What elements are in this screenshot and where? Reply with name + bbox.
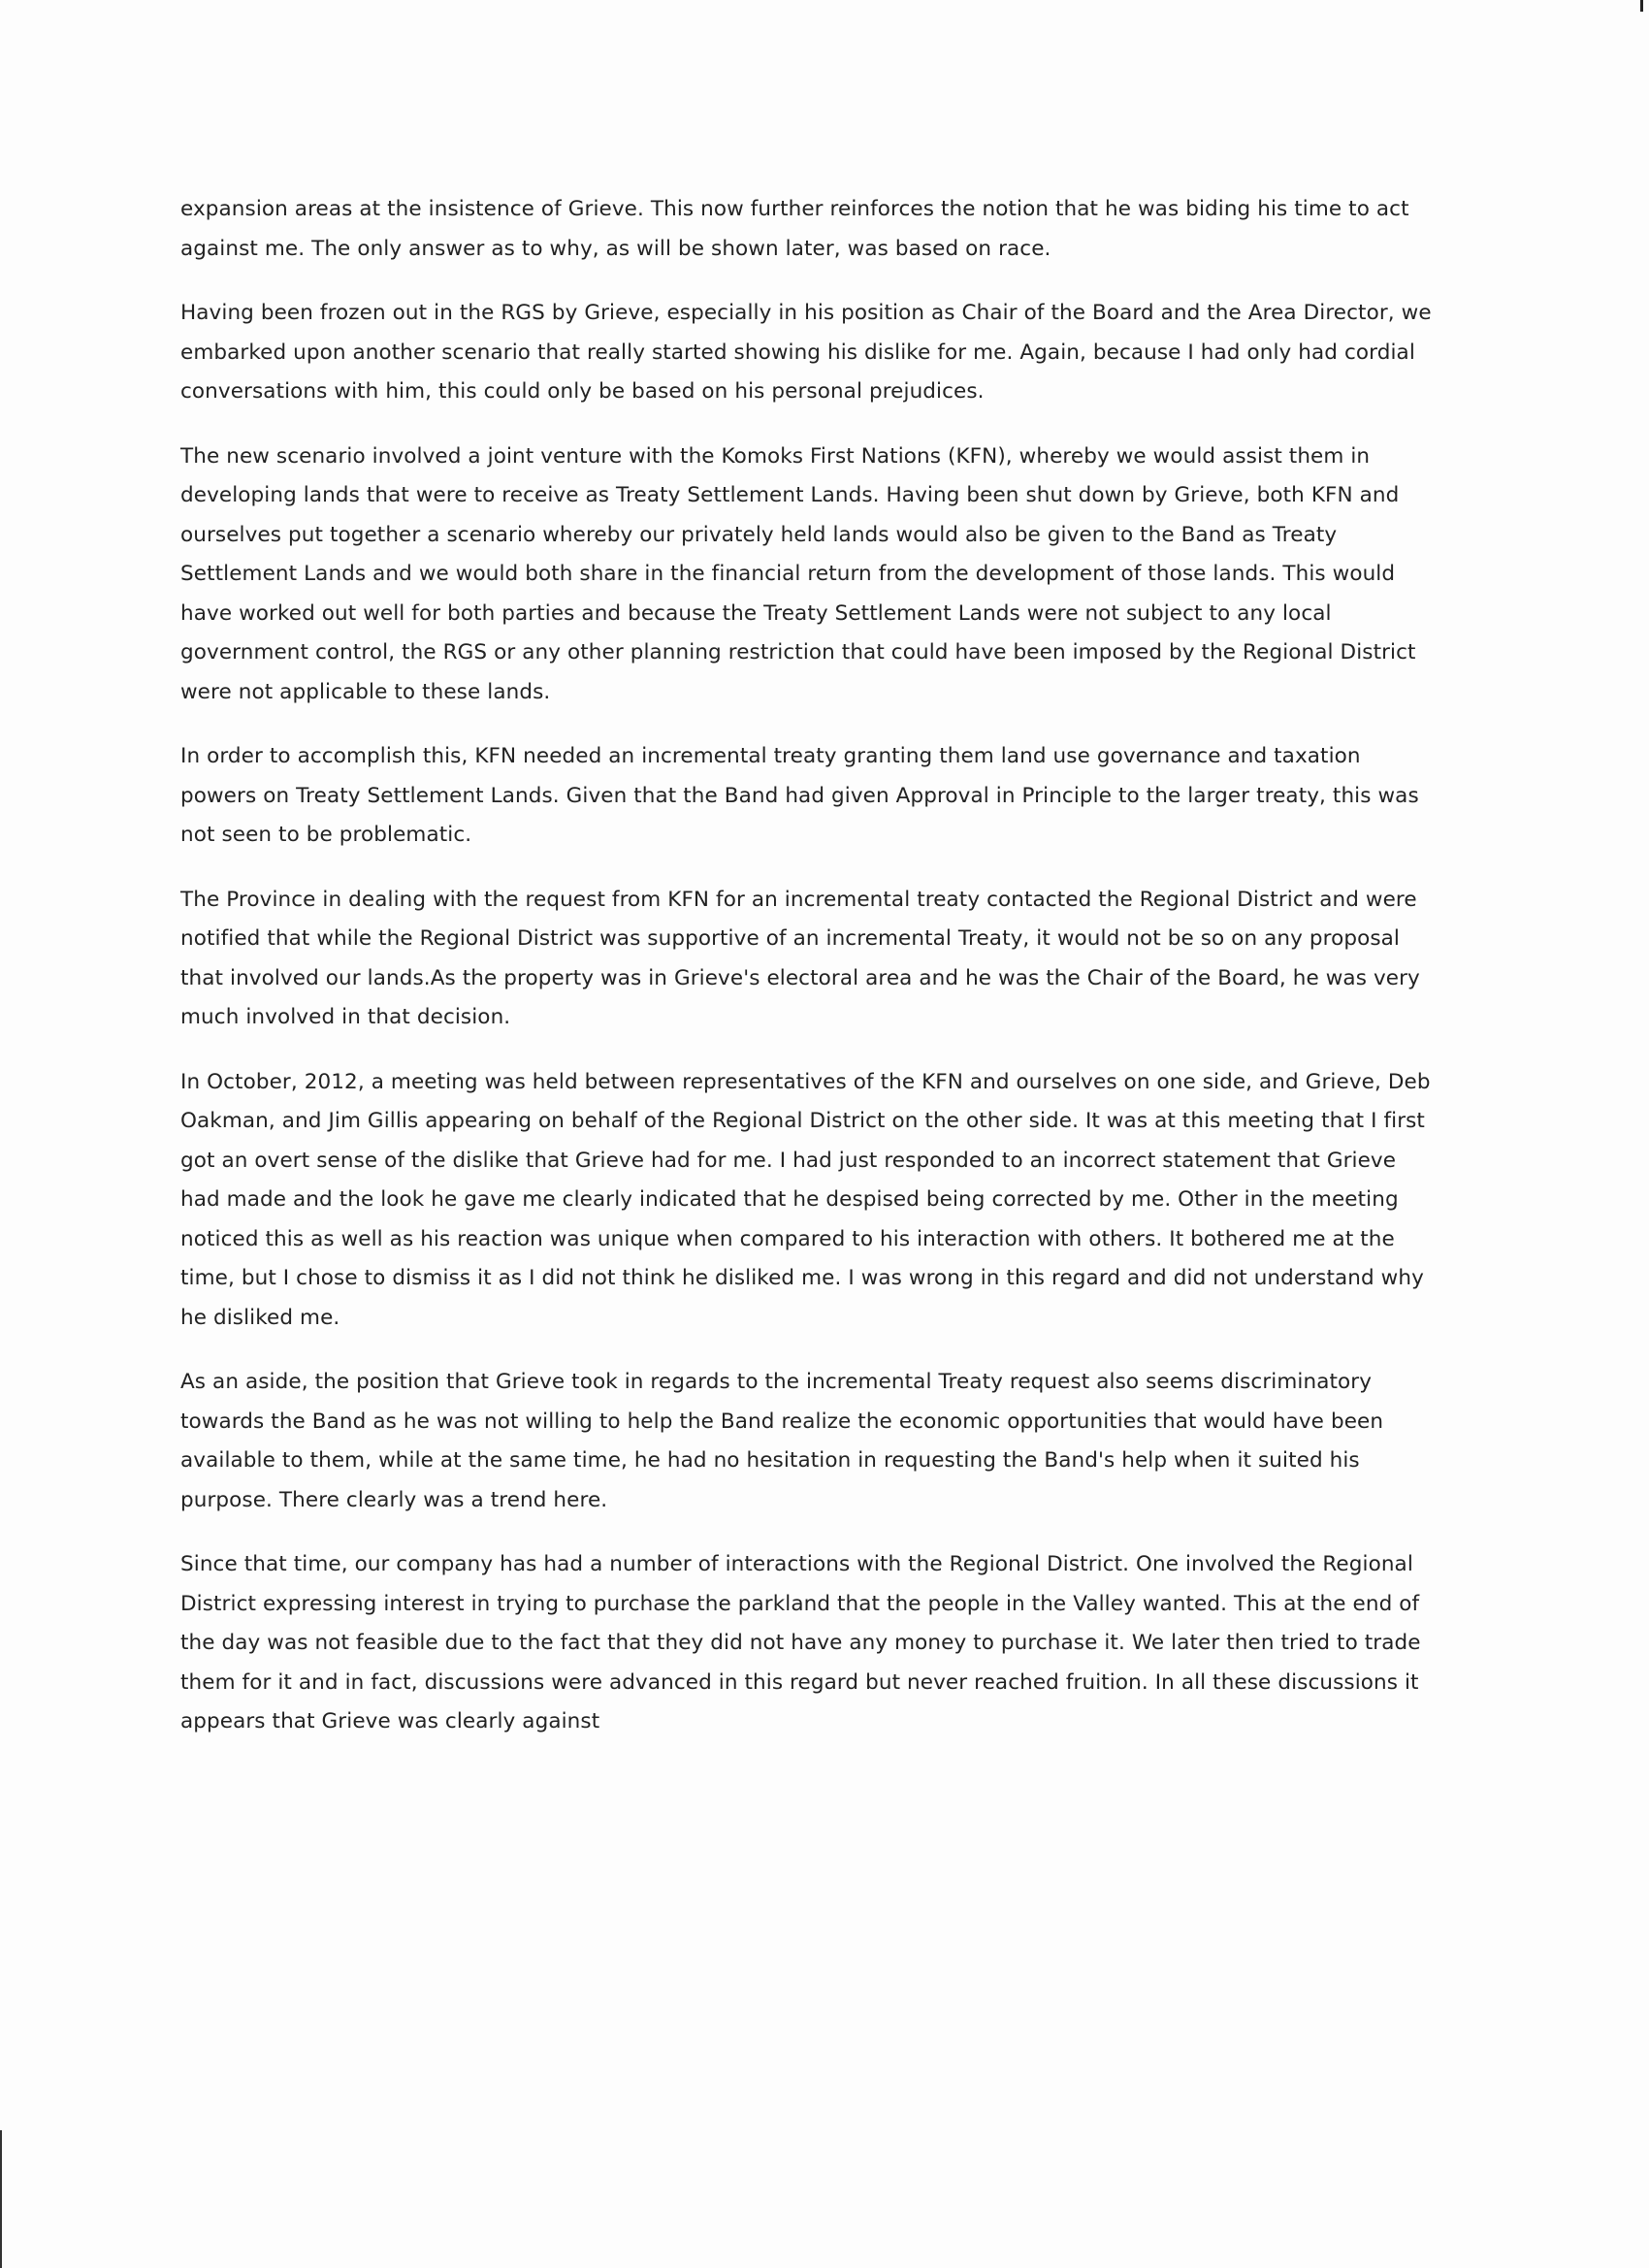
scan-edge-mark — [0, 2130, 2, 2268]
scan-edge-mark — [1640, 0, 1643, 12]
paragraph: expansion areas at the insistence of Grieve. This now further reinforces the notion that he was biding his time to act against me. The only answer as to why, as will be shown later, was based on race. — [180, 197, 1409, 261]
paragraph: In order to accomplish this, KFN needed an incremental treaty granting them land use governance and taxation powers on Treaty Settlement Lands. Given that the Band had given Approval in Principle to the larger treaty, this was not seen to be problematic. — [180, 744, 1419, 847]
paragraph: As an aside, the position that Grieve took in regards to the incremental Treaty request also seems discriminatory towards the Band as he was not willing to help the Band realize the economic opportunities that would have been available to them, while at the same time, he had no hesitation in requesting the Band's help when it suited his purpose. There clearly was a trend here. — [180, 1370, 1384, 1512]
paragraph: The new scenario involved a joint venture with the Komoks First Nations (KFN), whereby we would assist them in developing lands that were to receive as Treaty Settlement Lands. Having been shut down by Grieve, both KFN and ourselves put together a scenario whereby our privately held lands would also be given to the Band as Treaty Settlement Lands and we would both share in the financial return from the development of those lands. This would have worked out well for both parties and because the Treaty Settlement Lands were not subject to any local government control, the RGS or any other planning restriction that could have been imposed by the Regional District were not applicable to these lands. — [180, 443, 1416, 704]
document-body — [180, 190, 1432, 1767]
paragraph: In October, 2012, a meeting was held between representatives of the KFN and ourselves on one side, and Grieve, Deb Oakman, and Jim Gillis appearing on behalf of the Regional District on the other side. It was at this meeting that I first got an overt sense of the dislike that Grieve had for me. I had just responded to an incorrect statement that Grieve had made and the look he gave me clearly indicated that he despised being corrected by me. Other in the meeting noticed this as well as his reaction was unique when compared to his interaction with others. It bothered me at the time, but I chose to dismiss it as I did not think he disliked me. I was wrong in this regard and did not understand why he disliked me. — [180, 1069, 1431, 1330]
paragraph: Since that time, our company has had a number of interactions with the Regional District. One involved the Regional District expressing interest in trying to purchase the parkland that the people in the Valley wanted. This at the end of the day was not feasible due to the fact that they did not have any money to purchase it. We later then tried to trade them for it and in fact, discussions were advanced in this regard but never reached fruition. In all these discussions it appears that Grieve was clearly against — [180, 1552, 1421, 1733]
paragraph: Having been frozen out in the RGS by Grieve, especially in his position as Chair of the Board and the Area Director, we embarked upon another scenario that really started showing his dislike for me. Again, because I had only had cordial conversations with him, this could only be based on his personal prejudices. — [180, 301, 1432, 404]
paragraph: The Province in dealing with the request from KFN for an incremental treaty contacted the Regional District and were notified that while the Regional District was supportive of an incremental Treaty, it would not be so on any proposal that involved our lands.As the property was in Grieve's electoral area and he was the Chair of the Board, he was very much involved in that decision. — [180, 887, 1420, 1029]
